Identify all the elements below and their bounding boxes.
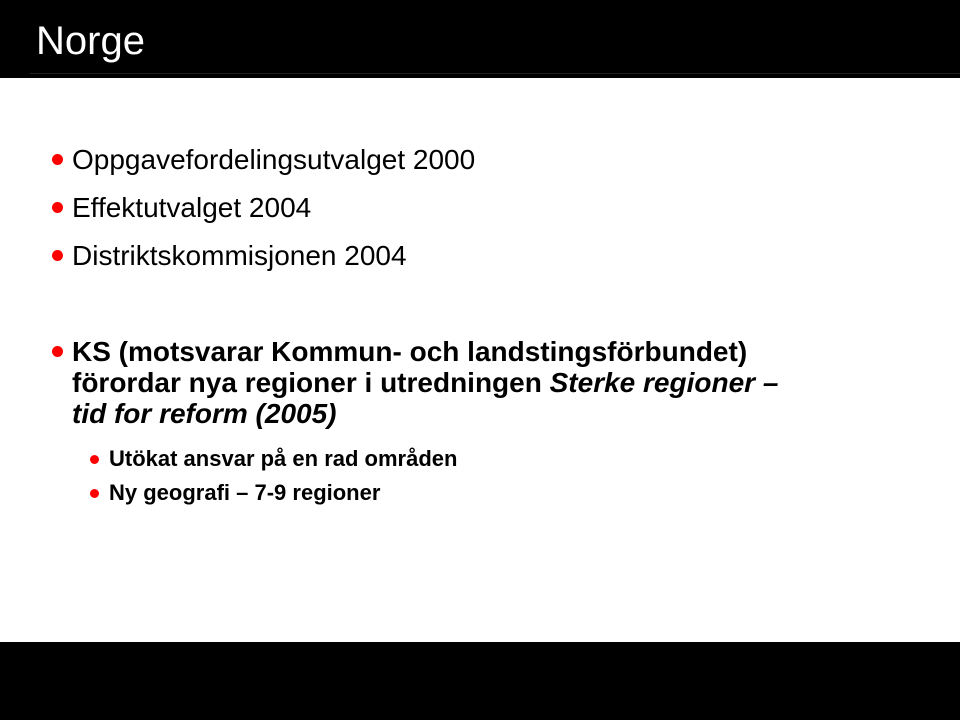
sub-bullet-item — [90, 446, 457, 472]
ks-line-2-normal: förordar nya regioner i utredningen — [72, 367, 550, 398]
ks-line-3-italic: tid for reform (2005) — [72, 398, 337, 429]
bullet-item — [52, 240, 407, 271]
bullet-dot-icon — [52, 202, 63, 213]
bullet-dot-icon — [52, 346, 63, 357]
ks-line-2 — [72, 367, 882, 398]
bullet-item-ks — [52, 336, 882, 429]
sub-bullet-dot-icon — [90, 455, 99, 464]
bullet-dot-icon — [52, 154, 63, 165]
bullet-item — [52, 144, 475, 175]
sub-bullet-item — [90, 480, 380, 506]
sub-bullet-text: Ny geografi – 7-9 regioner — [109, 480, 381, 505]
sub-bullet-text: Utökat ansvar på en rad områden — [109, 446, 458, 471]
bullet-text: Distriktskommisjonen 2004 — [72, 240, 407, 271]
ks-line-1: KS (motsvarar Kommun- och landstingsförbundet) — [72, 336, 748, 367]
slide-title: Norge — [36, 19, 145, 63]
bullet-text: Effektutvalget 2004 — [72, 192, 312, 223]
footer-bar — [0, 642, 960, 720]
bullet-text-ks — [52, 336, 882, 429]
sub-bullet-dot-icon — [90, 489, 99, 498]
bullet-item — [52, 192, 311, 223]
bullet-dot-icon — [52, 250, 63, 261]
title-bar — [0, 0, 960, 78]
bullet-text: Oppgavefordelingsutvalget 2000 — [72, 144, 476, 175]
ks-line-2-italic: Sterke regioner – — [549, 367, 779, 398]
